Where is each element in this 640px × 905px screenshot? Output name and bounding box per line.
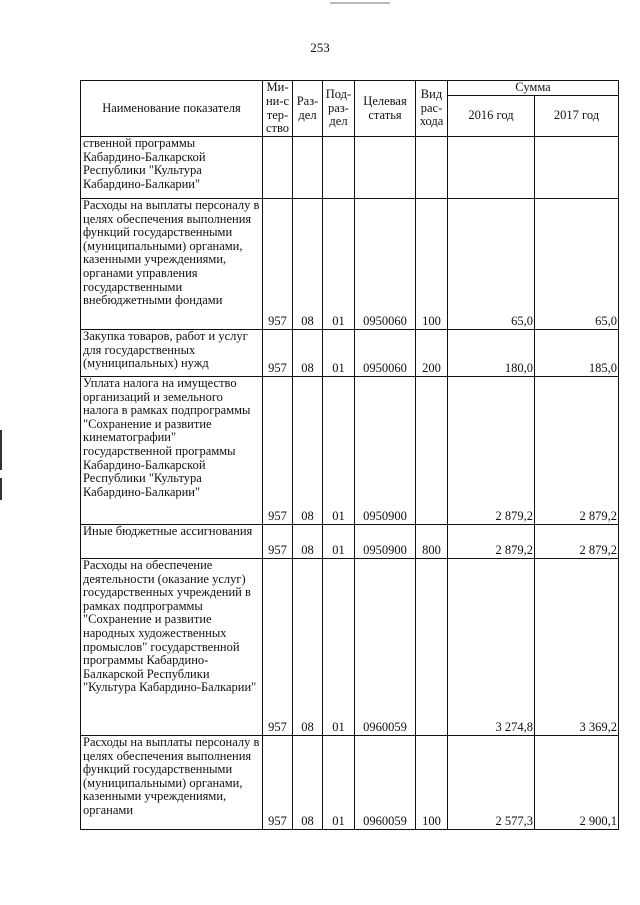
row-name: Расходы на выплаты персоналу в целях обеспечения выполнения функций государственными (муниципальными) органами, казенными учреждениями, органами: [81, 736, 263, 830]
row-expense-type: [416, 137, 448, 199]
row-ministry: 957: [263, 736, 293, 830]
table-row: [81, 525, 619, 559]
row-expense-type: 100: [416, 199, 448, 330]
row-name: Иные бюджетные ассигнования: [81, 525, 263, 559]
row-subsection: 01: [323, 330, 355, 377]
scan-edge-mark: [0, 478, 2, 500]
row-subsection: 01: [323, 199, 355, 330]
row-subsection: [323, 137, 355, 199]
table-row: [81, 377, 619, 525]
row-expense-type: 800: [416, 525, 448, 559]
header-target: Целевая статья: [355, 81, 416, 137]
row-target: 0950900: [355, 377, 416, 525]
row-name: Закупка товаров, работ и услуг для государственных (муниципальных) нужд: [81, 330, 263, 377]
row-sum-2016: 180,0: [448, 330, 535, 377]
row-name: Уплата налога на имущество организаций и земельного налога в рамках подпрограммы "Сохранение и развитие кинематографии" государственной программы Кабардино-Балкарской Республики "Культура Кабардино-Балкарии": [81, 377, 263, 525]
row-ministry: 957: [263, 525, 293, 559]
row-sum-2017: 3 369,2: [535, 559, 619, 736]
row-sum-2017: 65,0: [535, 199, 619, 330]
header-year-2016: 2016 год: [448, 96, 535, 137]
budget-table: [80, 80, 619, 830]
row-sum-2017: 185,0: [535, 330, 619, 377]
row-ministry: 957: [263, 559, 293, 736]
header-ministry: Ми-ни-стер-ство: [263, 81, 293, 137]
row-name: Расходы на выплаты персоналу в целях обеспечения выполнения функций государственными (муниципальными) органами, казенными учреждениями, органами управления государственными внебюджетными фондами: [81, 199, 263, 330]
row-expense-type: 200: [416, 330, 448, 377]
row-section: [293, 137, 323, 199]
header-expense-type: Вид рас-хода: [416, 81, 448, 137]
row-name: ственной программы Кабардино-Балкарской Республики "Культура Кабардино-Балкарии": [81, 137, 263, 199]
row-subsection: 01: [323, 559, 355, 736]
row-target: 0960059: [355, 736, 416, 830]
scan-edge-mark: [0, 430, 2, 470]
row-subsection: 01: [323, 525, 355, 559]
header-name: Наименование показателя: [81, 81, 263, 137]
row-target: 0950060: [355, 199, 416, 330]
row-sum-2016: 2 879,2: [448, 377, 535, 525]
row-subsection: 01: [323, 377, 355, 525]
row-target: [355, 137, 416, 199]
header-sum: Сумма: [448, 81, 619, 96]
table-row: [81, 330, 619, 377]
scan-artifact: [330, 2, 390, 4]
row-subsection: 01: [323, 736, 355, 830]
row-sum-2016: 65,0: [448, 199, 535, 330]
row-target: 0960059: [355, 559, 416, 736]
row-ministry: 957: [263, 199, 293, 330]
row-target: 0950060: [355, 330, 416, 377]
row-sum-2016: 2 879,2: [448, 525, 535, 559]
row-sum-2016: 3 274,8: [448, 559, 535, 736]
row-section: 08: [293, 377, 323, 525]
row-section: 08: [293, 199, 323, 330]
header-year-2017: 2017 год: [535, 96, 619, 137]
row-sum-2016: [448, 137, 535, 199]
table-row: [81, 559, 619, 736]
header-subsection: Под-раз-дел: [323, 81, 355, 137]
row-section: 08: [293, 330, 323, 377]
row-ministry: [263, 137, 293, 199]
row-section: 08: [293, 559, 323, 736]
row-section: 08: [293, 525, 323, 559]
header-section: Раз-дел: [293, 81, 323, 137]
row-expense-type: 100: [416, 736, 448, 830]
row-ministry: 957: [263, 377, 293, 525]
row-sum-2017: 2 879,2: [535, 525, 619, 559]
row-sum-2016: 2 577,3: [448, 736, 535, 830]
row-expense-type: [416, 377, 448, 525]
table-row: [81, 199, 619, 330]
row-sum-2017: 2 879,2: [535, 377, 619, 525]
row-target: 0950900: [355, 525, 416, 559]
table-row: [81, 736, 619, 830]
row-sum-2017: 2 900,1: [535, 736, 619, 830]
row-ministry: 957: [263, 330, 293, 377]
table-row: [81, 137, 619, 199]
row-expense-type: [416, 559, 448, 736]
page-number: 253: [310, 40, 330, 55]
row-name: Расходы на обеспечение деятельности (оказание услуг) государственных учреждений в рамках подпрограммы "Сохранение и развитие народных художественных промыслов" государственной программы Кабардино-Балкарской Республики "Культура Кабардино-Балкарии": [81, 559, 263, 736]
row-section: 08: [293, 736, 323, 830]
row-sum-2017: [535, 137, 619, 199]
